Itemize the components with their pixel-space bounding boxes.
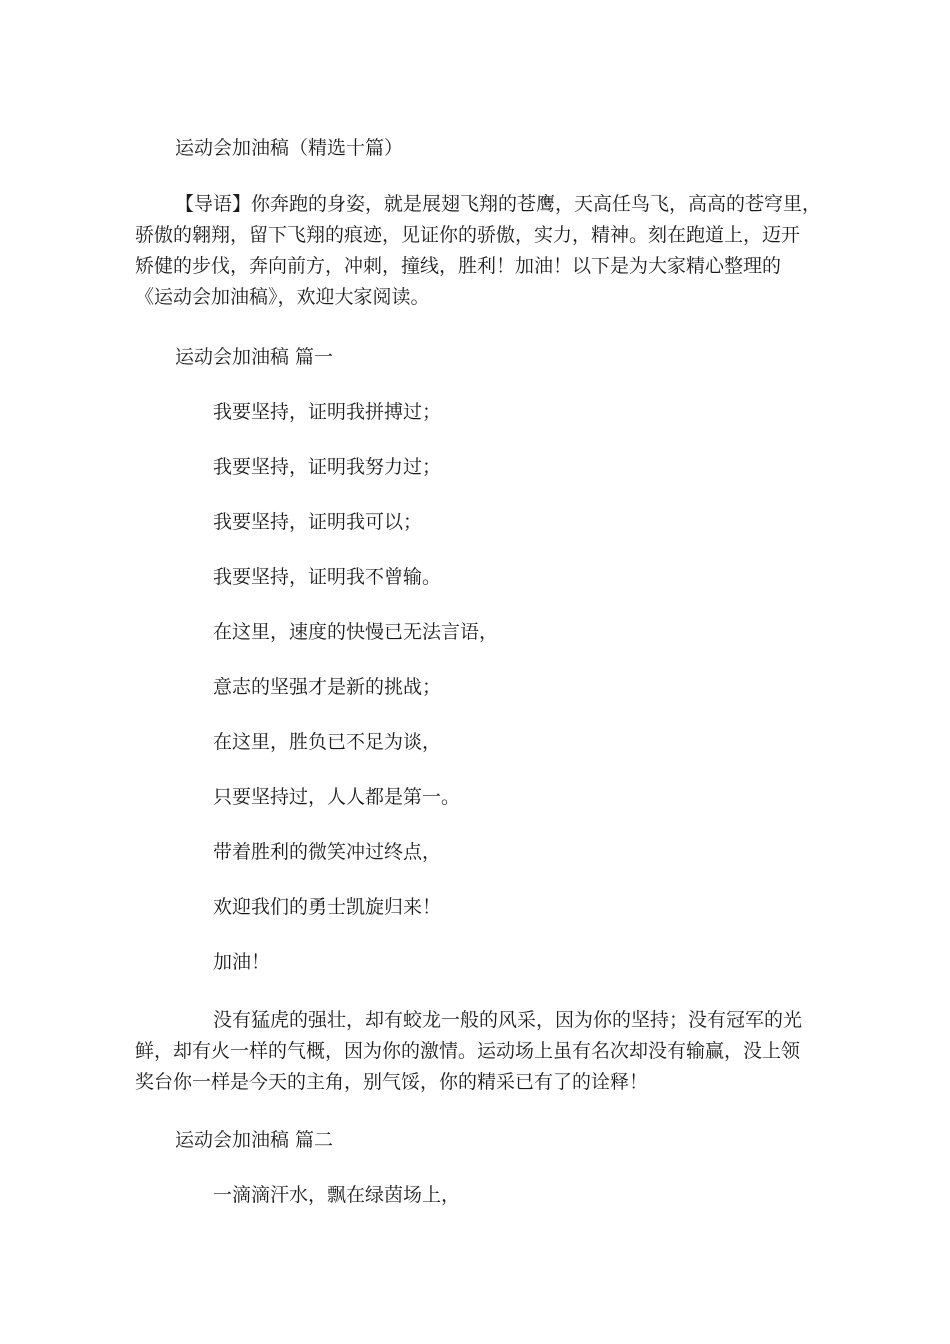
verse-line: 加油！ bbox=[213, 951, 271, 973]
intro-line: 《运动会加油稿》，欢迎大家阅读。 bbox=[135, 286, 430, 308]
document-title: 运动会加油稿（精选十篇） bbox=[175, 137, 404, 159]
section-heading-2: 运动会加油稿 篇二 bbox=[175, 1129, 334, 1151]
intro-line: 【导语】你奔跑的身姿，就是展翅飞翔的苍鹰，天高任鸟飞，高高的苍穹里， bbox=[175, 193, 822, 215]
verse-line: 在这里，速度的快慢已无法言语， bbox=[213, 621, 499, 643]
paragraph-line: 奖台你一样是今天的主角，别气馁，你的精采已有了的诠释！ bbox=[135, 1071, 649, 1093]
body-paragraph bbox=[135, 1005, 825, 1098]
verse-line: 一滴滴汗水，飘在绿茵场上， bbox=[213, 1184, 461, 1206]
verse-line: 意志的坚强才是新的挑战； bbox=[213, 676, 442, 698]
verse-line: 我要坚持，证明我可以； bbox=[213, 511, 423, 533]
section-heading-1: 运动会加油稿 篇一 bbox=[175, 346, 334, 368]
verse-line: 只要坚持过，人人都是第一。 bbox=[213, 786, 461, 808]
intro-line: 骄傲的翱翔，留下飞翔的痕迹，见证你的骄傲，实力，精神。刻在跑道上，迈开 bbox=[135, 224, 801, 246]
verse-line: 我要坚持，证明我拼搏过； bbox=[213, 401, 442, 423]
verse-line: 我要坚持，证明我努力过； bbox=[213, 456, 442, 478]
verse-line: 我要坚持，证明我不曾输。 bbox=[213, 566, 442, 588]
verse-line: 带着胜利的微笑冲过终点， bbox=[213, 841, 442, 863]
intro-line: 矫健的步伐，奔向前方，冲刺，撞线，胜利！加油！以下是为大家精心整理的 bbox=[135, 255, 782, 277]
verse-line: 在这里，胜负已不足为谈， bbox=[213, 731, 442, 753]
paragraph-line: 没有猛虎的强壮，却有蛟龙一般的风采，因为你的坚持；没有冠军的光 bbox=[213, 1009, 803, 1031]
verse-line: 欢迎我们的勇士凯旋归来！ bbox=[213, 896, 442, 918]
paragraph-line: 鲜，却有火一样的气概，因为你的激情。运动场上虽有名次却没有输赢，没上领 bbox=[135, 1040, 801, 1062]
intro-paragraph bbox=[135, 189, 825, 313]
